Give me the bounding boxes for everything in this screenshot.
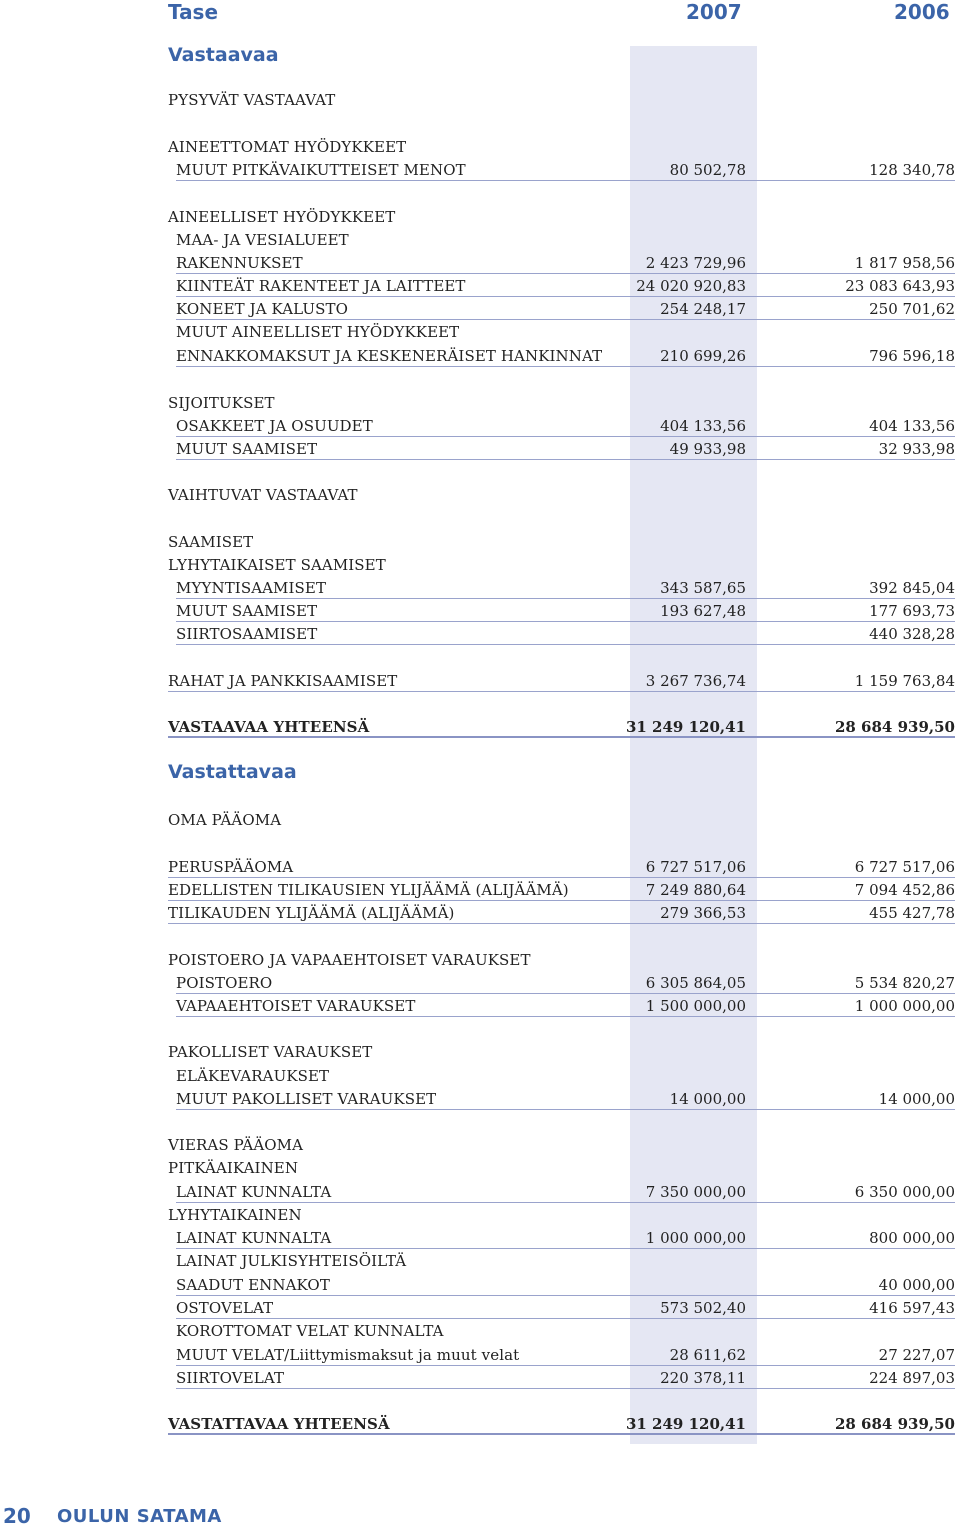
table-row: [0, 576, 960, 599]
value-2006: 28 684 939,50: [834, 1415, 955, 1433]
value-2007: 31 249 120,41: [625, 1415, 746, 1433]
row-label: MUUT AINEELLISET HYÖDYKKEET: [176, 323, 460, 341]
row-label: OMA PÄÄOMA: [168, 811, 282, 829]
row-divider: [168, 691, 955, 692]
row-divider: [176, 366, 955, 367]
value-2007: 24 020 920,83: [636, 277, 746, 295]
table-row: [0, 297, 960, 320]
row-divider: [168, 923, 955, 924]
table-row: [0, 1040, 960, 1063]
row-divider: [176, 180, 955, 181]
row-label: VASTAAVAA YHTEENSÄ: [168, 718, 370, 736]
row-label: MUUT VELAT/Liittymismaksut ja muut velat: [176, 1346, 520, 1364]
value-2007: 193 627,48: [660, 602, 746, 620]
table-row: [0, 251, 960, 274]
table-row: [0, 1296, 960, 1319]
table-row: [0, 1203, 960, 1226]
value-2006: 177 693,73: [869, 602, 955, 620]
row-label: SIIRTOVELAT: [176, 1369, 285, 1387]
row-label: AINEELLISET HYÖDYKKEET: [168, 208, 396, 226]
value-2006: 1 159 763,84: [854, 672, 955, 690]
table-row: [0, 414, 960, 437]
table-row: [0, 158, 960, 181]
row-divider: [176, 644, 955, 645]
value-2006: 800 000,00: [869, 1229, 955, 1247]
value-2007: 1 500 000,00: [645, 997, 746, 1015]
row-label: ENNAKKOMAKSUT JA KESKENERÄISET HANKINNAT: [176, 347, 603, 365]
value-2006: 6 350 000,00: [854, 1183, 955, 1201]
table-row: [0, 1343, 960, 1366]
row-label: VIERAS PÄÄOMA: [168, 1136, 304, 1154]
row-label: OSAKKEET JA OSUUDET: [176, 417, 373, 435]
total-row: [0, 1412, 960, 1435]
table-row: [0, 599, 960, 622]
value-2006: 250 701,62: [869, 300, 955, 318]
table-row: [0, 1366, 960, 1389]
table-row: [0, 228, 960, 251]
value-2007: 404 133,56: [660, 417, 746, 435]
value-2006: 1 000 000,00: [854, 997, 955, 1015]
value-2007: 573 502,40: [660, 1299, 746, 1317]
value-2006: 796 596,18: [869, 347, 955, 365]
value-2007: 7 249 880,64: [645, 881, 746, 899]
row-label: MUUT PITKÄVAIKUTTEISET MENOT: [176, 161, 466, 179]
row-label: MUUT SAAMISET: [176, 440, 318, 458]
publication-name: OULUN SATAMA: [57, 1506, 222, 1527]
table-row: [0, 994, 960, 1017]
row-label: KONEET JA KALUSTO: [176, 300, 349, 318]
value-2007: 3 267 736,74: [645, 672, 746, 690]
row-divider: [176, 459, 955, 460]
table-row: [0, 483, 960, 506]
row-label: LAINAT KUNNALTA: [176, 1183, 332, 1201]
value-2006: 416 597,43: [869, 1299, 955, 1317]
row-label: PITKÄAIKAINEN: [168, 1159, 299, 1177]
value-2006: 224 897,03: [869, 1369, 955, 1387]
value-2006: 32 933,98: [878, 440, 955, 458]
value-2007: 6 305 864,05: [645, 974, 746, 992]
row-label: SAAMISET: [168, 533, 254, 551]
row-label: EDELLISTEN TILIKAUSIEN YLIJÄÄMÄ (ALIJÄÄMÄ): [168, 881, 569, 899]
value-2006: 27 227,07: [878, 1346, 955, 1364]
value-2006: 128 340,78: [869, 161, 955, 179]
page-title: Tase: [168, 0, 219, 24]
row-label: AINEETTOMAT HYÖDYKKEET: [168, 138, 407, 156]
row-label: VAIHTUVAT VASTAAVAT: [168, 486, 358, 504]
table-row: [0, 948, 960, 971]
row-label: KOROTTOMAT VELAT KUNNALTA: [176, 1322, 444, 1340]
row-label: KIINTEÄT RAKENTEET JA LAITTEET: [176, 277, 466, 295]
table-row: [0, 135, 960, 158]
value-2007: 6 727 517,06: [645, 858, 746, 876]
table-row: [0, 901, 960, 924]
row-divider: [168, 1433, 955, 1435]
row-label: LAINAT KUNNALTA: [176, 1229, 332, 1247]
value-2006: 392 845,04: [869, 579, 955, 597]
table-row: [0, 391, 960, 414]
table-row: [0, 1226, 960, 1249]
table-row: [0, 1273, 960, 1296]
row-label: OSTOVELAT: [176, 1299, 274, 1317]
value-2007: 1 000 000,00: [645, 1229, 746, 1247]
row-divider: [168, 736, 955, 738]
row-label: PAKOLLISET VARAUKSET: [168, 1043, 373, 1061]
column-header-2007: 2007: [686, 0, 742, 24]
row-label: POISTOERO: [176, 974, 273, 992]
value-2006: 28 684 939,50: [834, 718, 955, 736]
table-row: [0, 1319, 960, 1342]
row-label: MAA- JA VESIALUEET: [176, 231, 349, 249]
value-2006: 1 817 958,56: [854, 254, 955, 272]
value-2007: 220 378,11: [660, 1369, 746, 1387]
row-label: VAPAAEHTOISET VARAUKSET: [176, 997, 416, 1015]
table-row: [0, 1180, 960, 1203]
row-divider: [176, 1388, 955, 1389]
row-label: SIIRTOSAAMISET: [176, 625, 318, 643]
total-row: [0, 715, 960, 738]
value-2007: 14 000,00: [669, 1090, 746, 1108]
column-header-2006: 2006: [894, 0, 950, 24]
row-divider: [176, 1109, 955, 1110]
table-row: [0, 622, 960, 645]
row-label: RAHAT JA PANKKISAAMISET: [168, 672, 398, 690]
row-label: TILIKAUDEN YLIJÄÄMÄ (ALIJÄÄMÄ): [168, 904, 455, 922]
table-row: [0, 1133, 960, 1156]
table-row: [0, 553, 960, 576]
table-row: [0, 878, 960, 901]
table-row: [0, 320, 960, 343]
table-row: [0, 530, 960, 553]
row-label: SAADUT ENNAKOT: [176, 1276, 330, 1294]
table-row: [0, 1249, 960, 1272]
table-row: [0, 669, 960, 692]
value-2006: 23 083 643,93: [845, 277, 955, 295]
row-label: MYYNTISAAMISET: [176, 579, 327, 597]
value-2007: 254 248,17: [660, 300, 746, 318]
row-label: PYSYVÄT VASTAAVAT: [168, 91, 336, 109]
table-row: [0, 274, 960, 297]
row-label: MUUT PAKOLLISET VARAUKSET: [176, 1090, 437, 1108]
value-2006: 440 328,28: [869, 625, 955, 643]
section-title-liabilities: Vastattavaa: [168, 761, 297, 783]
table-row: [0, 344, 960, 367]
table-row: [0, 437, 960, 460]
value-2007: 7 350 000,00: [645, 1183, 746, 1201]
table-row: [0, 88, 960, 111]
value-2007: 31 249 120,41: [625, 718, 746, 736]
value-2007: 80 502,78: [669, 161, 746, 179]
value-2006: 404 133,56: [869, 417, 955, 435]
value-2006: 455 427,78: [869, 904, 955, 922]
value-2007: 2 423 729,96: [645, 254, 746, 272]
value-2006: 5 534 820,27: [854, 974, 955, 992]
section-title-assets: Vastaavaa: [168, 44, 279, 66]
row-label: MUUT SAAMISET: [176, 602, 318, 620]
table-row: [0, 855, 960, 878]
table-row: [0, 1064, 960, 1087]
value-2007: 343 587,65: [660, 579, 746, 597]
row-label: VASTATTAVAA YHTEENSÄ: [168, 1415, 390, 1433]
table-row: [0, 1156, 960, 1179]
table-row: [0, 205, 960, 228]
value-2006: 14 000,00: [878, 1090, 955, 1108]
row-label: PERUSPÄÄOMA: [168, 858, 294, 876]
value-2006: 7 094 452,86: [854, 881, 955, 899]
row-label: LYHYTAIKAISET SAAMISET: [168, 556, 386, 574]
row-label: POISTOERO JA VAPAAEHTOISET VARAUKSET: [168, 951, 531, 969]
value-2006: 40 000,00: [878, 1276, 955, 1294]
value-2006: 6 727 517,06: [854, 858, 955, 876]
table-row: [0, 971, 960, 994]
row-label: LYHYTAIKAINEN: [168, 1206, 302, 1224]
row-label: LAINAT JULKISYHTEISÖILTÄ: [176, 1252, 407, 1270]
value-2007: 279 366,53: [660, 904, 746, 922]
table-row: [0, 808, 960, 831]
page-number: 20: [3, 1504, 31, 1528]
value-2007: 49 933,98: [669, 440, 746, 458]
row-label: ELÄKEVARAUKSET: [176, 1067, 330, 1085]
row-label: SIJOITUKSET: [168, 394, 275, 412]
row-divider: [176, 1016, 955, 1017]
table-row: [0, 1087, 960, 1110]
value-2007: 28 611,62: [669, 1346, 746, 1364]
row-label: RAKENNUKSET: [176, 254, 303, 272]
value-2007: 210 699,26: [660, 347, 746, 365]
